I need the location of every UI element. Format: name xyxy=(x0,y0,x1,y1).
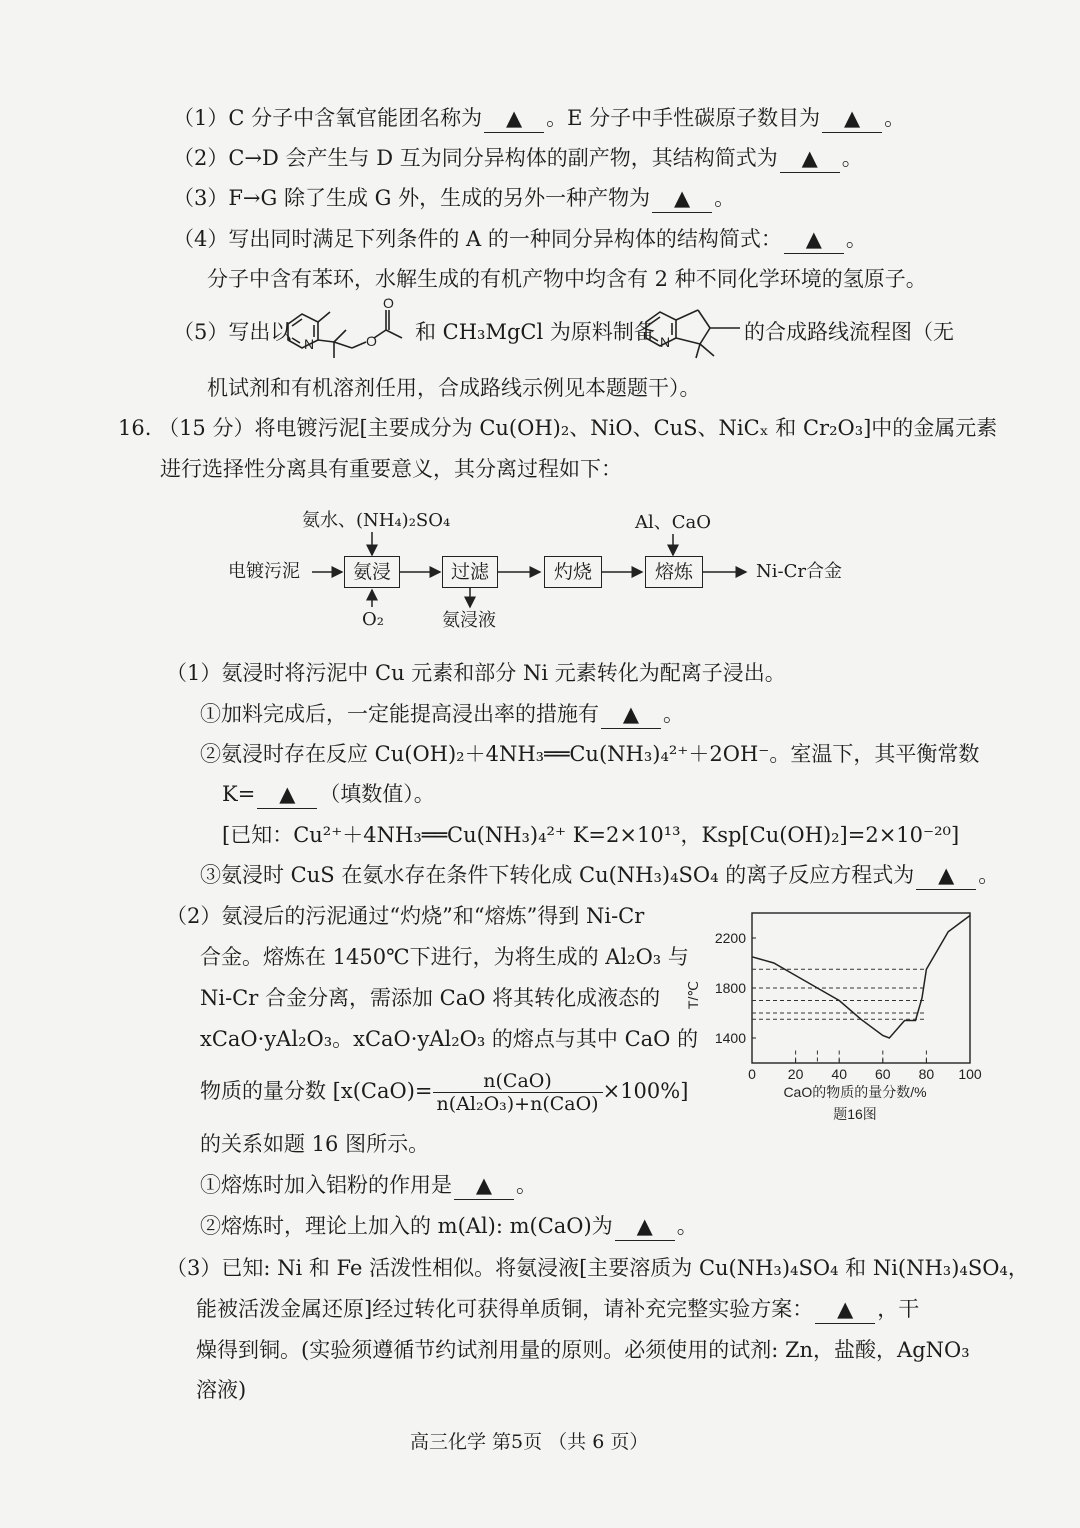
q16-part2-l1: （2）氨浸后的污泥通过“灼烧”和“熔炼”得到 Ni-Cr xyxy=(166,904,645,928)
x-tick-label: 40 xyxy=(831,1066,847,1082)
q16-part3-l2: 能被活泼金属还原]经过转化可获得单质铜，请补充完整实验方案： ▲ ，干 xyxy=(196,1295,919,1324)
answer-blank[interactable]: ▲ xyxy=(780,144,840,173)
x-tick-label: 0 xyxy=(748,1066,756,1082)
q15-part5-a: （5）写出以 xyxy=(173,320,292,344)
flow-step-filter: 过滤 xyxy=(442,556,498,588)
q16-heading: 16. （15 分）将电镀污泥[主要成分为 Cu(OH)₂、NiO、CuS、NiCₓ 和 Cr₂O₃]中的金属元素 xyxy=(118,416,998,440)
x-tick-label: 100 xyxy=(958,1066,982,1082)
q16-part1-a: ①加料完成后，一定能提高浸出率的措施有 ▲ 。 xyxy=(200,700,684,729)
answer-blank[interactable]: ▲ xyxy=(454,1171,514,1200)
mole-fraction: $\frac{\text{n(CaO)}}{\text{n(Al₂O₃)+n(CaO)}}$ xyxy=(433,1070,603,1115)
answer-blank[interactable]: ▲ xyxy=(815,1295,875,1324)
flow-reagent1: 氨水、(NH₄)₂SO₄ xyxy=(302,510,451,531)
q15-part4-condition: 分子中含有苯环，水解生成的有机产物中均含有 2 种不同化学环境的氢原子。 xyxy=(207,267,927,291)
flow-step-roast: 灼烧 xyxy=(544,556,602,588)
chart-title: 题16图 xyxy=(833,1106,877,1122)
q15-part1: （1）C 分子中含氧官能团名称为 ▲ 。E 分子中手性碳原子数目为 ▲ 。 xyxy=(173,104,905,133)
flow-start: 电镀污泥 xyxy=(228,561,300,582)
chart-ylabel: T/℃ xyxy=(685,980,701,1010)
answer-blank[interactable]: ▲ xyxy=(615,1212,675,1241)
q16-part2-l6: 的关系如题 16 图所示。 xyxy=(200,1132,430,1156)
answer-blank[interactable]: ▲ xyxy=(484,104,544,133)
q16-part2-l4: xCaO·yAl₂O₃。xCaO·yAl₂O₃ 的熔点与其中 CaO 的 xyxy=(200,1027,699,1051)
q16-known: [已知：Cu²⁺＋4NH₃══Cu(NH₃)₄²⁺ K=2×10¹³，Ksp[Cu(OH)₂]=2×10⁻²⁰] xyxy=(222,823,960,847)
answer-blank[interactable]: ▲ xyxy=(784,225,844,254)
y-tick-label: 2200 xyxy=(714,930,746,946)
q16-part1-c: ③氨浸时 CuS 在氨水存在条件下转化成 Cu(NH₃)₄SO₄ 的离子反应方程式为 ▲ 。 xyxy=(200,861,999,890)
q16-part3-l4: 溶液) xyxy=(196,1378,247,1402)
q16-part2-l3: Ni-Cr 合金分离，需添加 CaO 将其转化成液态的 xyxy=(200,986,661,1010)
q16-part1-b: ②氨浸时存在反应 Cu(OH)₂＋4NH₃══Cu(NH₃)₄²⁺＋2OH⁻。室温下，其平衡常数 xyxy=(200,742,980,766)
q16-part2-b: ②熔炼时，理论上加入的 m(Al): m(CaO)为 ▲ 。 xyxy=(200,1212,698,1241)
melting-point-curve xyxy=(752,916,970,1039)
q15-part2: （2）C→D 会产生与 D 互为同分异构体的副产物，其结构简式为 ▲ 。 xyxy=(173,144,863,173)
q16-part2-a: ①熔炼时加入铝粉的作用是 ▲ 。 xyxy=(200,1171,537,1200)
q15-part5-b: 和 CH₃MgCl 为原料制备 xyxy=(415,320,655,344)
q16-part2-l2: 合金。熔炼在 1450℃下进行，为将生成的 Al₂O₃ 与 xyxy=(200,945,689,969)
q16-part2-l5: 物质的量分数 [x(CaO)= $\frac{\text{n(CaO)}}{\text{n(Al₂O₃)+n(CaO)}}$ ×100%] xyxy=(200,1070,689,1115)
nitrogen-label: N xyxy=(304,336,315,352)
q15-part3: （3）F→G 除了生成 G 外，生成的另外一种产物为 ▲ 。 xyxy=(173,184,735,213)
q16-part3-l3: 燥得到铜。(实验须遵循节约试剂用量的原则。必须使用的试剂: Zn，盐酸，AgNO₃ xyxy=(196,1338,970,1362)
answer-blank[interactable]: ▲ xyxy=(652,184,712,213)
q15-part5-c: 的合成路线流程图（无 xyxy=(744,320,954,344)
chart-xlabel: CaO的物质的量分数/% xyxy=(783,1084,927,1100)
q15-part4: （4）写出同时满足下列条件的 A 的一种同分异构体的结构简式： ▲ 。 xyxy=(173,225,867,254)
flow-step-ammonia-leach: 氨浸 xyxy=(344,556,400,588)
x-tick-label: 80 xyxy=(918,1066,935,1082)
q15-part5-d: 机试剂和有机溶剂任用，合成路线示例见本题题干）。 xyxy=(207,376,701,400)
flow-arrows xyxy=(0,0,1080,660)
flow-o2: O₂ xyxy=(362,609,384,630)
y-tick-label: 1400 xyxy=(714,1030,746,1046)
oxygen-label: O xyxy=(383,295,394,311)
flow-reagent2: Al、CaO xyxy=(635,512,712,533)
page-footer: 高三化学 第5页 （共 6 页） xyxy=(410,1431,649,1453)
answer-blank[interactable]: ▲ xyxy=(601,700,661,729)
answer-blank[interactable]: ▲ xyxy=(822,104,882,133)
flow-step-smelt: 熔炼 xyxy=(645,556,703,588)
oxygen-label: O xyxy=(366,333,377,349)
answer-blank[interactable]: ▲ xyxy=(257,780,317,809)
flow-byproduct: 氨浸液 xyxy=(442,610,496,631)
answer-blank[interactable]: ▲ xyxy=(916,861,976,890)
melting-point-chart xyxy=(685,905,1000,1135)
x-tick-label: 60 xyxy=(875,1066,891,1082)
q16-part3-l1: （3）已知: Ni 和 Fe 活泼性相似。将氨浸液[主要溶质为 Cu(NH₃)₄SO₄ 和 Ni(NH₃)₄SO₄， xyxy=(166,1256,1029,1280)
nitrogen-label: N xyxy=(660,334,671,350)
flow-product: Ni-Cr合金 xyxy=(756,561,842,582)
q16-part1-b2: K= ▲ （填数值）。 xyxy=(222,780,435,809)
q16-part1: （1）氨浸时将污泥中 Cu 元素和部分 Ni 元素转化为配离子浸出。 xyxy=(166,661,786,685)
q16-heading-2: 进行选择性分离具有重要意义，其分离过程如下： xyxy=(160,457,622,481)
x-tick-label: 20 xyxy=(787,1066,804,1082)
y-tick-label: 1800 xyxy=(714,980,746,996)
